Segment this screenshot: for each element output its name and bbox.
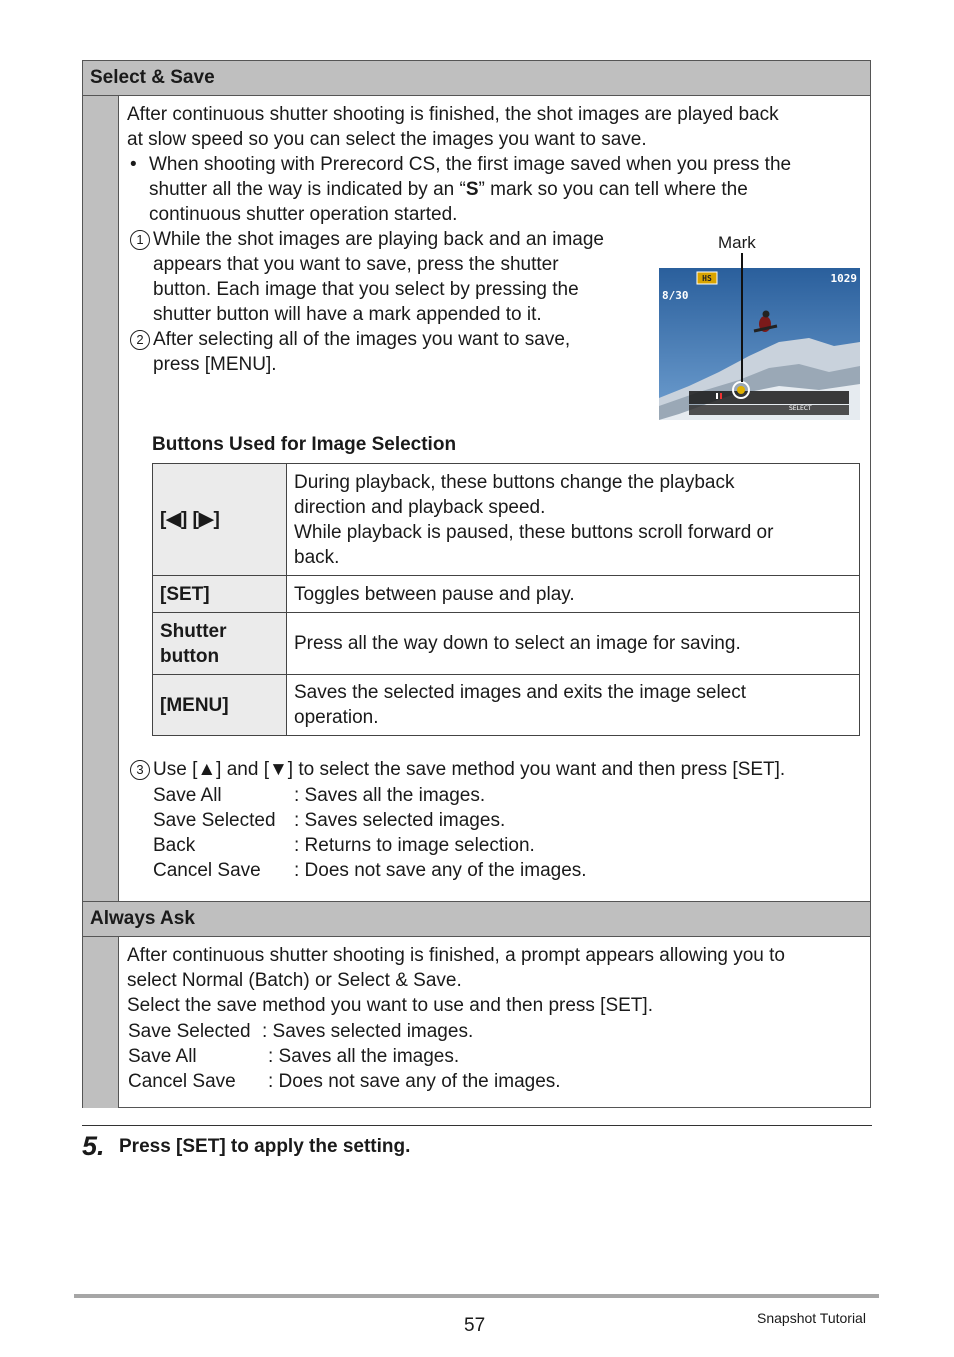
always-ask-line: After continuous shutter shooting is finished, a prompt appears allowing you to bbox=[127, 945, 785, 966]
osd-hs: HS bbox=[702, 274, 712, 283]
footer-section-title: Snapshot Tutorial bbox=[757, 1310, 866, 1326]
bullet-line bbox=[149, 177, 748, 202]
page-number: 57 bbox=[464, 1315, 486, 1336]
step-1-line: shutter button will have a mark appended to it. bbox=[153, 304, 542, 325]
osd-select: SELECT bbox=[789, 405, 812, 412]
bullet-line: continuous shutter operation started. bbox=[149, 204, 458, 225]
step-1-line: appears that you want to save, press the shutter bbox=[153, 254, 559, 275]
option-name: Save Selected bbox=[128, 1021, 251, 1042]
desc-line: While playback is paused, these buttons scroll forward or bbox=[294, 521, 774, 543]
desc-line: back. bbox=[294, 546, 340, 568]
button-description bbox=[287, 675, 860, 736]
button-description bbox=[287, 464, 860, 576]
button-key bbox=[153, 613, 287, 675]
desc-line: operation. bbox=[294, 707, 379, 728]
step-number-circle: 3 bbox=[130, 760, 150, 780]
option-desc: : Saves all the images. bbox=[268, 1046, 460, 1067]
footer-rule bbox=[74, 1294, 879, 1298]
option-desc: : Saves selected images. bbox=[294, 810, 506, 831]
option-desc: : Saves all the images. bbox=[294, 785, 486, 806]
always-ask-line: Select the save method you want to use and then press [SET]. bbox=[127, 995, 653, 1016]
step-divider bbox=[82, 1125, 872, 1126]
option-desc: : Returns to image selection. bbox=[294, 835, 535, 856]
bullet-line-text: ” mark so you can tell where the bbox=[478, 179, 748, 200]
bullet-marker: • bbox=[130, 154, 137, 175]
button-key: [MENU] bbox=[153, 675, 287, 736]
bullet-line-text: shutter all the way is indicated by an “ bbox=[149, 179, 466, 200]
section-gutter bbox=[82, 96, 119, 902]
option-name: Save All bbox=[153, 785, 222, 806]
step-2-line: press [MENU]. bbox=[153, 354, 277, 375]
buttons-table bbox=[152, 463, 860, 736]
osd-count: 8/30 bbox=[662, 289, 689, 302]
desc-line: During playback, these buttons change the playback bbox=[294, 471, 735, 493]
desc-line: Saves the selected images and exits the image select bbox=[294, 682, 747, 703]
osd-remaining: 1029 bbox=[830, 272, 857, 285]
step-5-number: 5. bbox=[82, 1131, 105, 1161]
step-1-line: While the shot images are playing back and an image bbox=[153, 229, 604, 250]
option-desc: : Saves selected images. bbox=[262, 1021, 474, 1042]
intro-line: After continuous shutter shooting is finished, the shot images are played back bbox=[127, 104, 779, 125]
table-row bbox=[153, 613, 860, 675]
option-name: Save Selected bbox=[153, 810, 276, 831]
camera-screen-image bbox=[659, 268, 860, 420]
intro-line: at slow speed so you can select the images you want to save. bbox=[127, 129, 647, 150]
button-key: [◀] [▶] bbox=[153, 464, 287, 576]
always-ask-line: select Normal (Batch) or Select & Save. bbox=[127, 970, 462, 991]
buttons-table-title: Buttons Used for Image Selection bbox=[152, 434, 457, 455]
option-name: Cancel Save bbox=[153, 860, 261, 881]
option-name: Save All bbox=[128, 1046, 197, 1067]
step-2-number bbox=[130, 327, 154, 352]
step-1-number bbox=[130, 227, 154, 252]
step-5-text: Press [SET] to apply the setting. bbox=[119, 1136, 411, 1157]
section-header-select-save: Select & Save bbox=[82, 60, 871, 96]
step-1-line: button. Each image that you select by pressing the bbox=[153, 279, 579, 300]
bullet-line: When shooting with Prerecord CS, the first image saved when you press the bbox=[149, 154, 792, 175]
table-row bbox=[153, 576, 860, 613]
option-name: Cancel Save bbox=[128, 1071, 236, 1092]
button-key: [SET] bbox=[153, 576, 287, 613]
camera-screen-illustration bbox=[659, 268, 860, 420]
section-header-always-ask: Always Ask bbox=[82, 901, 871, 937]
step-number-circle: 2 bbox=[130, 330, 150, 350]
step-number-circle: 1 bbox=[130, 230, 150, 250]
s-mark-label: S bbox=[465, 179, 479, 200]
option-desc: : Does not save any of the images. bbox=[268, 1071, 561, 1092]
option-name: Back bbox=[153, 835, 196, 856]
option-desc: : Does not save any of the images. bbox=[294, 860, 587, 881]
table-row bbox=[153, 675, 860, 736]
step-2-line: After selecting all of the images you want to save, bbox=[153, 329, 571, 350]
button-description: Press all the way down to select an image for saving. bbox=[287, 613, 860, 675]
section-gutter bbox=[82, 937, 119, 1108]
step-3-text: Use [▲] and [▼] to select the save method you want and then press [SET]. bbox=[153, 759, 786, 780]
key-line: Shutter bbox=[160, 620, 227, 642]
desc-line: direction and playback speed. bbox=[294, 496, 546, 518]
table-row bbox=[153, 464, 860, 576]
step-3-number bbox=[130, 757, 154, 782]
mark-pointer-line bbox=[741, 253, 743, 382]
button-description: Toggles between pause and play. bbox=[287, 576, 860, 613]
key-line: button bbox=[160, 645, 220, 667]
mark-label: Mark bbox=[718, 233, 756, 252]
